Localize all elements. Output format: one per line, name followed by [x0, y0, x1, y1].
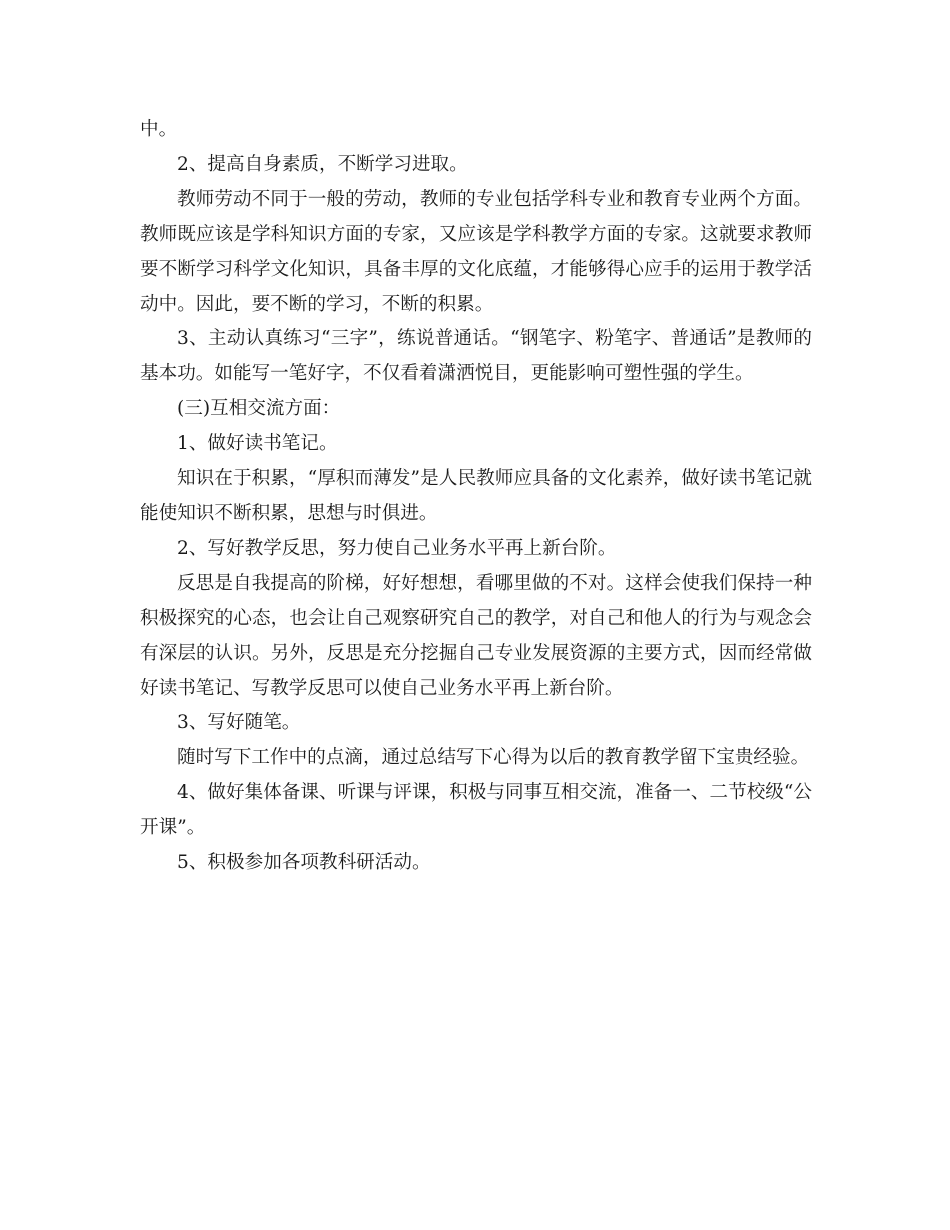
item-heading-3-essays: 3、写好随笔。 [177, 712, 301, 734]
item-4-collective-lessons: 4、做好集体备课、听课与评课，积极与同事互相交流，准备一、二节校级“公开课”。 [140, 782, 812, 839]
item-heading-2-self-improvement: 2、提高自身素质，不断学习进取。 [177, 153, 468, 175]
section-heading-exchange: (三)互相交流方面： [177, 398, 341, 420]
paragraph-reflection: 反思是自我提高的阶梯，好好想想，看哪里做的不对。这样会使我们保持一种积极探究的心态，也会让自己观察研究自己的教学，对自己和他人的行为与观念会有深层的认识。另外，反思是充分挖掘自己专业发展资源的主要方式，因而经常做好读书笔记、写教学反思可以使自己业务水平再上新台阶。 [140, 572, 812, 699]
paragraph-continuation: 中。 [140, 119, 178, 140]
document-body [140, 113, 812, 881]
item-heading-2-reflection: 2、写好教学反思，努力使自己业务水平再上新台阶。 [177, 537, 617, 559]
paragraph-teacher-labor: 教师劳动不同于一般的劳动，教师的专业包括学科专业和教育专业两个方面。教师既应该是学科知识方面的专家，又应该是学科教学方面的专家。这就要求教师要不断学习科学文化知识，具备丰厚的文化底蕴，才能够得心应手的运用于教学活动中。因此，要不断的学习，不断的积累。 [140, 188, 812, 315]
item-5-research-activities: 5、积极参加各项教科研活动。 [177, 852, 431, 874]
paragraph-three-skills: 3、主动认真练习“三字”，练说普通话。“钢笔字、粉笔字、普通话”是教师的基本功。如能写一笔好字，不仅看着潇洒悦目，更能影响可塑性强的学生。 [140, 328, 812, 385]
paragraph-reading-notes: 知识在于积累，“厚积而薄发”是人民教师应具备的文化素养，做好读书笔记就能使知识不断积累，思想与时俱进。 [140, 468, 812, 524]
item-heading-1-reading-notes: 1、做好读书笔记。 [177, 433, 338, 455]
paragraph-essays: 随时写下工作中的点滴，通过总结写下心得为以后的教育教学留下宝贵经验。 [177, 747, 810, 769]
